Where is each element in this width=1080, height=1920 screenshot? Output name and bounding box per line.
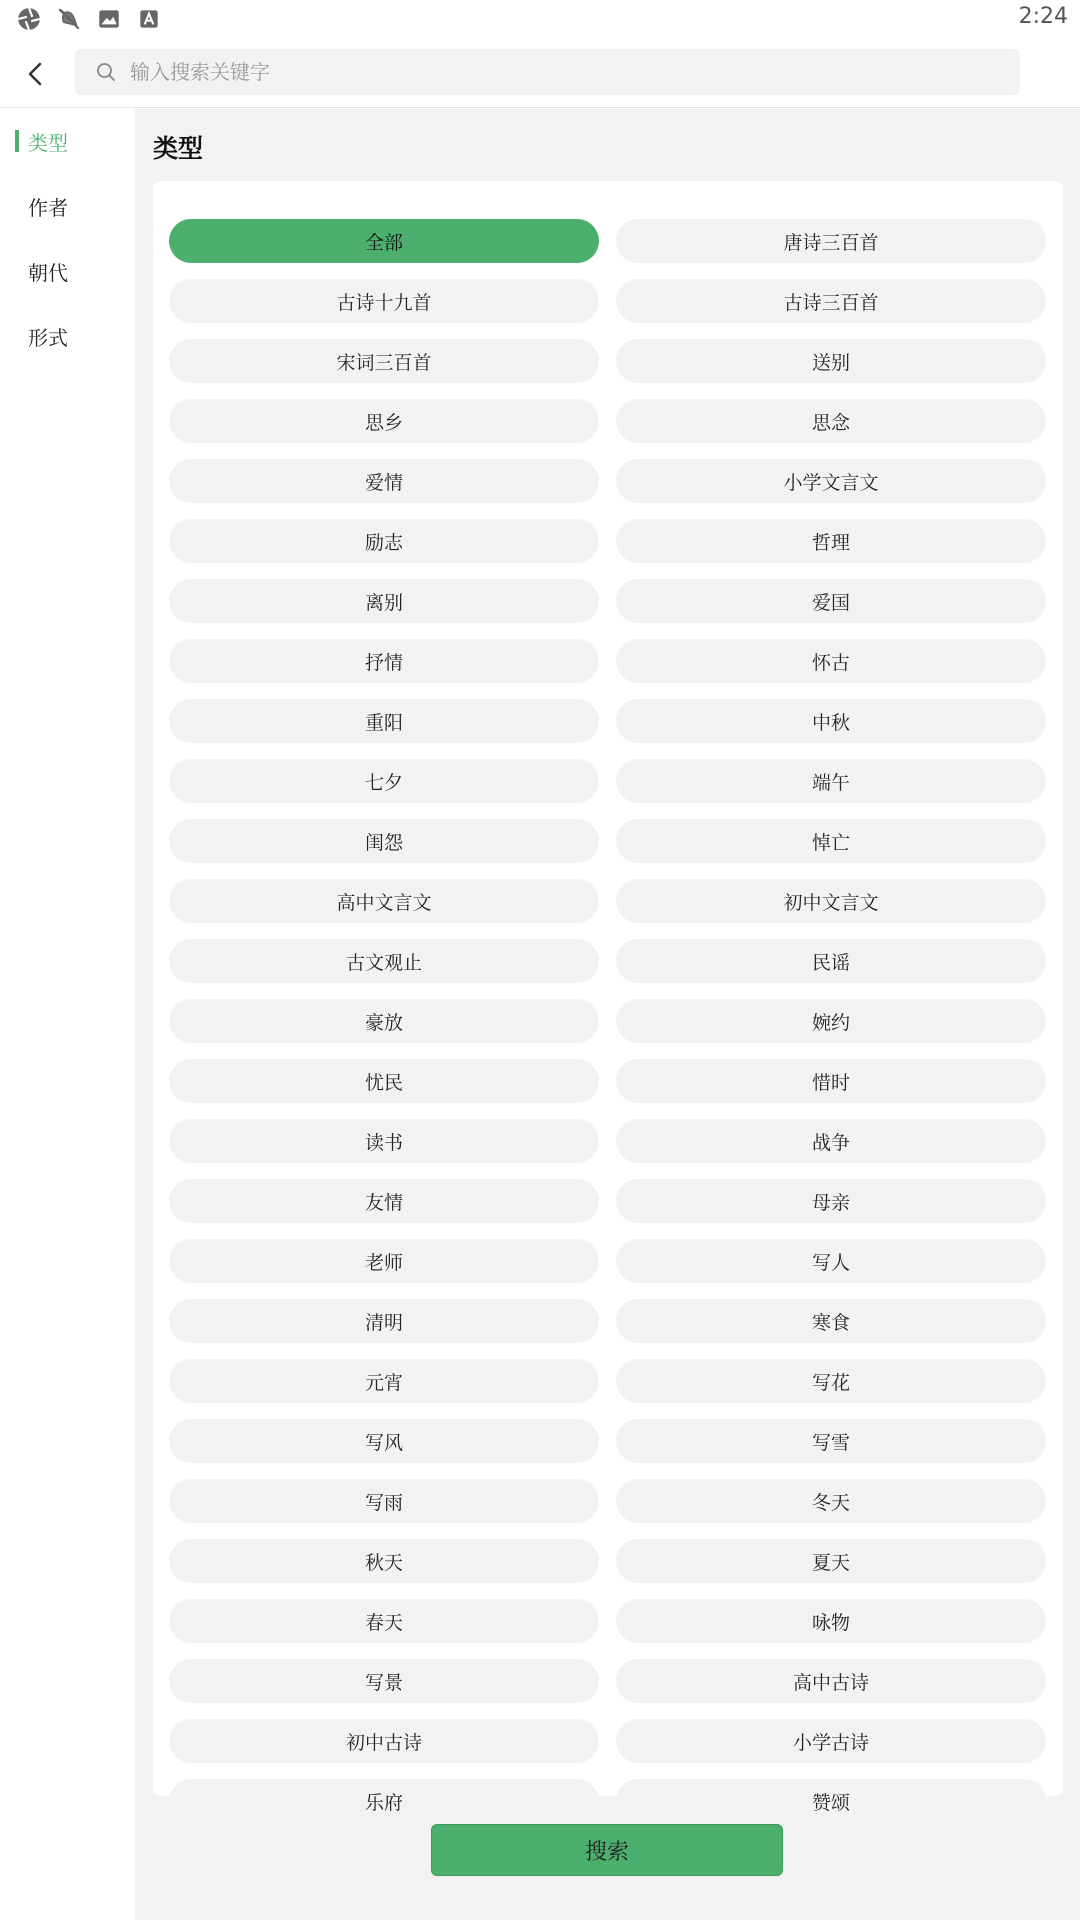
category-chip[interactable]: 寒食 [616, 1299, 1046, 1343]
category-chip[interactable]: 古诗十九首 [169, 279, 599, 323]
section-title: 类型 [153, 134, 204, 163]
category-chip[interactable]: 乐府 [169, 1779, 599, 1823]
category-chip[interactable]: 写雨 [169, 1479, 599, 1523]
category-chip[interactable]: 抒情 [169, 639, 599, 683]
sidebar-item-label: 形式 [28, 326, 68, 350]
status-time: 2:24 [1018, 4, 1068, 29]
category-chip[interactable]: 思念 [616, 399, 1046, 443]
category-chip[interactable]: 老师 [169, 1239, 599, 1283]
category-chip[interactable]: 豪放 [169, 999, 599, 1043]
muted-notification-icon [56, 6, 82, 32]
category-chip[interactable]: 写花 [616, 1359, 1046, 1403]
sidebar-item-author[interactable] [0, 174, 135, 239]
category-chip[interactable]: 母亲 [616, 1179, 1046, 1223]
category-chip[interactable]: 写雪 [616, 1419, 1046, 1463]
category-chip[interactable]: 夏天 [616, 1539, 1046, 1583]
sidebar-item-form[interactable] [0, 304, 135, 369]
category-chip[interactable]: 高中文言文 [169, 879, 599, 923]
search-input[interactable] [130, 49, 990, 95]
sidebar-item-label: 类型 [28, 131, 68, 155]
category-chip[interactable]: 思乡 [169, 399, 599, 443]
category-chip[interactable]: 七夕 [169, 759, 599, 803]
category-chip[interactable]: 写景 [169, 1659, 599, 1703]
category-chip[interactable]: 小学古诗 [616, 1719, 1046, 1763]
category-chip[interactable]: 中秋 [616, 699, 1046, 743]
category-chip[interactable]: 民谣 [616, 939, 1046, 983]
image-icon [96, 6, 122, 32]
category-chip[interactable]: 初中文言文 [616, 879, 1046, 923]
main-panel [135, 109, 1080, 1920]
category-chip[interactable]: 送别 [616, 339, 1046, 383]
category-chip[interactable]: 爱国 [616, 579, 1046, 623]
aperture-icon [16, 6, 42, 32]
category-chip[interactable]: 咏物 [616, 1599, 1046, 1643]
active-indicator [15, 130, 19, 152]
category-chip[interactable]: 端午 [616, 759, 1046, 803]
category-chip[interactable]: 元宵 [169, 1359, 599, 1403]
sidebar-item-label: 作者 [28, 196, 68, 220]
category-chip[interactable]: 小学文言文 [616, 459, 1046, 503]
search-button[interactable]: 搜索 [431, 1824, 783, 1876]
sidebar-item-type[interactable] [0, 109, 135, 174]
category-chip[interactable]: 重阳 [169, 699, 599, 743]
category-chip[interactable]: 春天 [169, 1599, 599, 1643]
category-chip[interactable]: 古诗三百首 [616, 279, 1046, 323]
category-chip[interactable]: 怀古 [616, 639, 1046, 683]
category-chip[interactable]: 哲理 [616, 519, 1046, 563]
category-chip[interactable]: 清明 [169, 1299, 599, 1343]
status-icons [16, 6, 162, 32]
category-chip[interactable]: 励志 [169, 519, 599, 563]
category-chip[interactable]: 秋天 [169, 1539, 599, 1583]
category-chip[interactable]: 战争 [616, 1119, 1046, 1163]
category-chip[interactable]: 读书 [169, 1119, 599, 1163]
category-chip[interactable]: 宋词三百首 [169, 339, 599, 383]
category-chip[interactable]: 赞颂 [616, 1779, 1046, 1823]
category-chip[interactable]: 古文观止 [169, 939, 599, 983]
category-chip[interactable]: 忧民 [169, 1059, 599, 1103]
category-grid [169, 219, 1047, 1823]
category-card [153, 181, 1063, 1814]
back-chevron-icon[interactable] [16, 54, 56, 94]
keyboard-a-icon [136, 6, 162, 32]
category-chip[interactable]: 悼亡 [616, 819, 1046, 863]
category-chip[interactable]: 婉约 [616, 999, 1046, 1043]
category-chip[interactable]: 惜时 [616, 1059, 1046, 1103]
status-bar [0, 0, 1080, 36]
category-chip[interactable]: 写风 [169, 1419, 599, 1463]
category-chip[interactable]: 冬天 [616, 1479, 1046, 1523]
category-chip[interactable]: 离别 [169, 579, 599, 623]
category-chip[interactable]: 唐诗三百首 [616, 219, 1046, 263]
category-chip[interactable]: 友情 [169, 1179, 599, 1223]
category-chip[interactable]: 初中古诗 [169, 1719, 599, 1763]
top-bar [0, 36, 1080, 108]
sidebar-item-label: 朝代 [28, 261, 68, 285]
sidebar [0, 109, 135, 1920]
category-chip[interactable]: 全部 [169, 219, 599, 263]
search-box[interactable] [75, 49, 1020, 95]
sidebar-item-dynasty[interactable] [0, 239, 135, 304]
search-icon [95, 61, 117, 83]
category-chip[interactable]: 高中古诗 [616, 1659, 1046, 1703]
category-chip[interactable]: 爱情 [169, 459, 599, 503]
category-chip[interactable]: 写人 [616, 1239, 1046, 1283]
category-chip[interactable]: 闺怨 [169, 819, 599, 863]
